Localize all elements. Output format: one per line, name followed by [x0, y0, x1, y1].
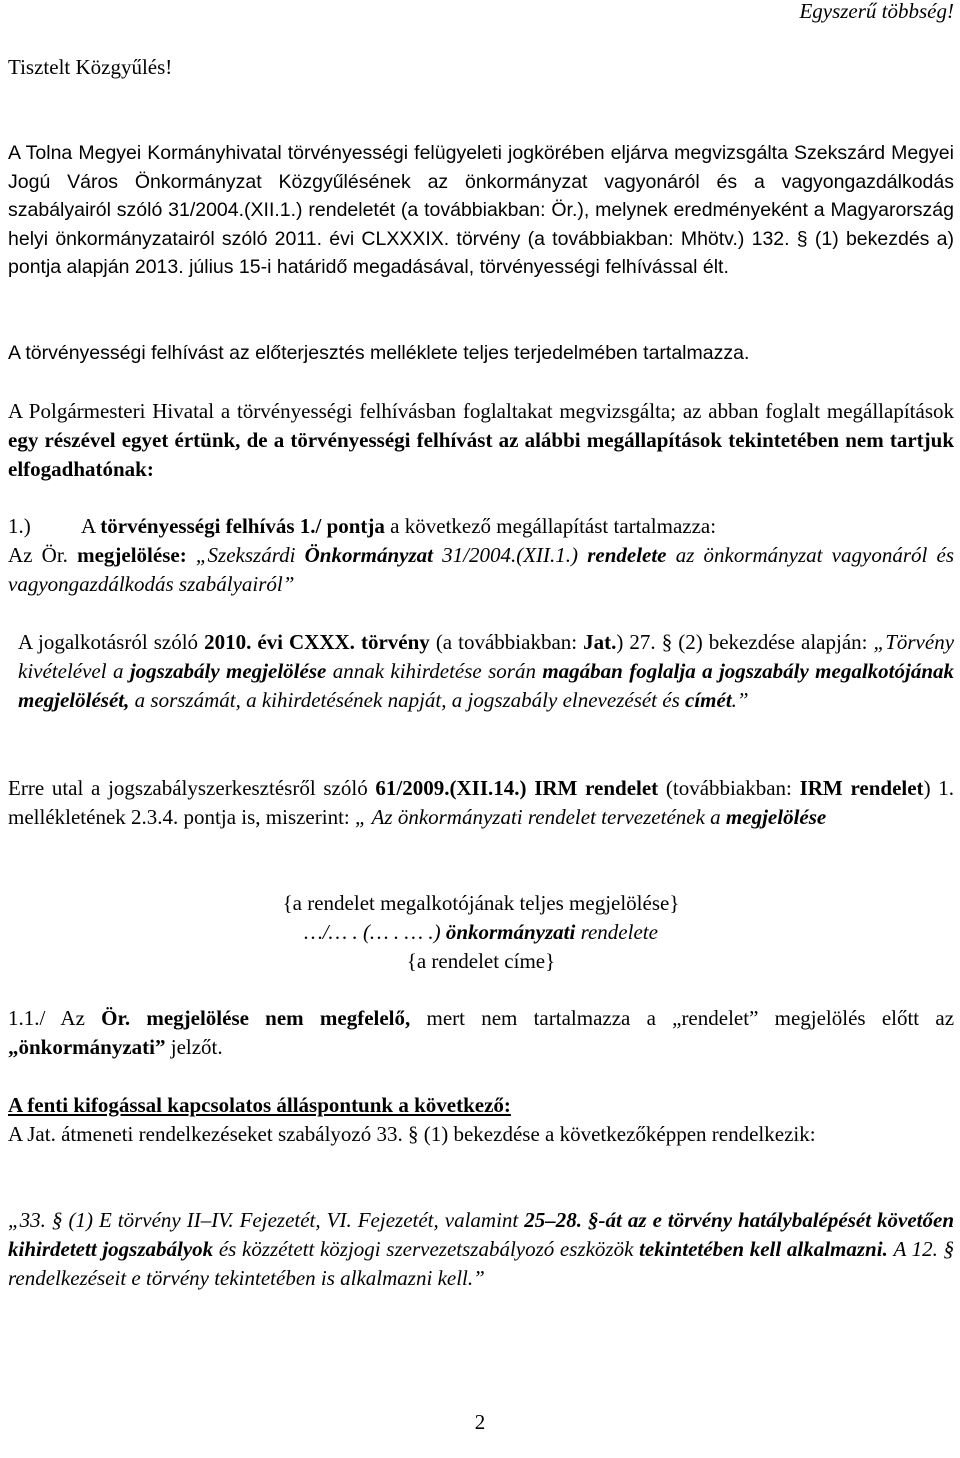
irm-g: megjelölése: [725, 805, 827, 829]
item-1-d: Az Ör.: [8, 543, 68, 567]
item-1-c: a következő megállapítást tartalmazza:: [390, 514, 717, 538]
position-paragraph: [8, 397, 954, 484]
item-1-g: Önkormányzat: [304, 543, 433, 567]
response-section: [8, 1091, 954, 1149]
page-number: 2: [474, 1410, 486, 1434]
position-bold: egy részével egyet értünk, de a törvényességi felhívást az alábbi megállapítások tekintetében nem tartjuk elfogadhatónak:: [8, 428, 954, 481]
law-quote: [8, 1206, 954, 1293]
quote-e: A 12. § rendelkezéseit e törvény tekintetében is alkalmazni kell.”: [8, 1237, 955, 1290]
attachment-note: A törvényességi felhívást az előterjesztés melléklete teljes terjedelmében tartalmazza.: [8, 342, 750, 364]
template-line-2a: …/… . (… . … .): [304, 920, 441, 944]
jat-b: 2010. évi CXXX. törvény: [204, 630, 430, 654]
jat-f: „Törvény kivételével a: [18, 630, 955, 683]
item-1-a: A: [81, 514, 96, 538]
item-11-e: jelzőt.: [170, 1035, 223, 1059]
quote-d: tekintetében kell alkalmazni.: [639, 1237, 888, 1261]
jat-c: (a továbbiakban:: [435, 630, 578, 654]
greeting: Tisztelt Közgyűlés!: [8, 55, 173, 79]
position-lead: A Polgármesteri Hivatal a törvényességi felhívásban foglaltakat megvizsgálta; az abban foglalt megállapítások: [8, 399, 954, 423]
intro-paragraph: A Tolna Megyei Kormányhivatal törvényességi felügyeleti jogkörében eljárva megvizsgálta Szekszárd Megyei Jogú Város Önkormányzat Közgyűlésének az önkormányzat vagyonáról és a vagyongazdálkodás szabályairól szóló 31/2004.(XII.1.) rendeletét (a továbbiakban: Ör.), melynek eredményeként a Magyarország helyi önkormányzatairól szóló 2011. évi CLXXXIX. törvény (a továbbiakban: Mhötv.) 132. § (1) bekezdés a) pontja alapján 2013. július 15-i határidő megadásával, törvényességi felhívással élt.: [8, 142, 954, 278]
jat-paragraph: [8, 628, 954, 715]
template-line-1: {a rendelet megalkotójának teljes megjelölése}: [282, 891, 680, 915]
jat-a: A jogalkotásról szóló: [18, 630, 199, 654]
template-line-2b: önkormányzati: [445, 920, 576, 944]
rendelet-template: [8, 889, 954, 976]
jat-k: magában foglalja a jogszabály megalkotójának megjelölését,: [18, 659, 954, 712]
jat-l: a sorszámát, a kihirdetésének napját, a jogszabály elnevezését és: [134, 688, 680, 712]
response-heading: A fenti kifogással kapcsolatos álláspontunk a következő:: [8, 1093, 511, 1117]
item-1: [8, 512, 954, 599]
template-line-2c: rendelete: [580, 920, 658, 944]
jat-m: címét: [685, 688, 732, 712]
jat-d: Jat.: [583, 630, 617, 654]
jat-h: annak kihirdetése során: [332, 659, 536, 683]
item-1-bold: törvényességi felhívás 1./ pontja: [100, 514, 385, 538]
item-1-e: megjelölése:: [77, 543, 187, 567]
irm-paragraph: [8, 774, 954, 832]
item-1-citation: [8, 541, 954, 599]
item-1-f: „Szekszárdi: [195, 543, 296, 567]
item-1-k: az önkormányzat vagyonáról és vagyongazdálkodás szabályairól”: [8, 543, 954, 596]
item-11-b: Ör. megjelölése nem megfelelő,: [101, 1006, 411, 1030]
item-11-a: 1.1./ Az: [8, 1006, 85, 1030]
jat-e: ) 27. § (2) bekezdése alapján:: [616, 630, 868, 654]
irm-f: „ Az önkormányzati rendelet tervezetének a: [355, 805, 721, 829]
item-11-d: „önkormányzati”: [8, 1035, 166, 1059]
item-1-line-1: [8, 512, 954, 541]
item-1-1: [8, 1004, 954, 1062]
quote-a: „33. § (1) E törvény II–IV. Fejezetét, VI. Fejezetét, valamint: [8, 1208, 519, 1232]
item-11-c: mert nem tartalmazza a „rendelet” megjelölés előtt az: [426, 1006, 955, 1030]
irm-e: ) 1. mellékletének 2.3.4. pontja is, miszerint:: [8, 776, 955, 829]
irm-b: 61/2009.(XII.14.) IRM rendelet: [375, 776, 659, 800]
quote-c: és közzétett közjogi szervezetszabályozó eszközök: [218, 1237, 634, 1261]
item-1-i: rendelete: [587, 543, 667, 567]
irm-a: Erre utal a jogszabályszerkesztésről szóló: [8, 776, 368, 800]
irm-c: (továbbiakban:: [665, 776, 792, 800]
quote-b: 25–28. §-át az e törvény hatálybalépését követően kihirdetett jogszabályok: [8, 1208, 955, 1261]
item-1-h: 31/2004.(XII.1.): [442, 543, 579, 567]
irm-d: IRM rendelet: [799, 776, 924, 800]
decision-type-label: Egyszerű többség!: [799, 0, 954, 23]
response-text: A Jat. átmeneti rendelkezéseket szabályozó 33. § (1) bekezdése a következőképpen rendelkezik:: [8, 1122, 816, 1146]
item-number: 1.): [8, 514, 31, 538]
template-line-3: {a rendelet címe}: [406, 949, 556, 973]
jat-g: jogszabály megjelölése: [129, 659, 327, 683]
jat-n: .”: [731, 688, 749, 712]
template-line-2: [8, 918, 954, 947]
